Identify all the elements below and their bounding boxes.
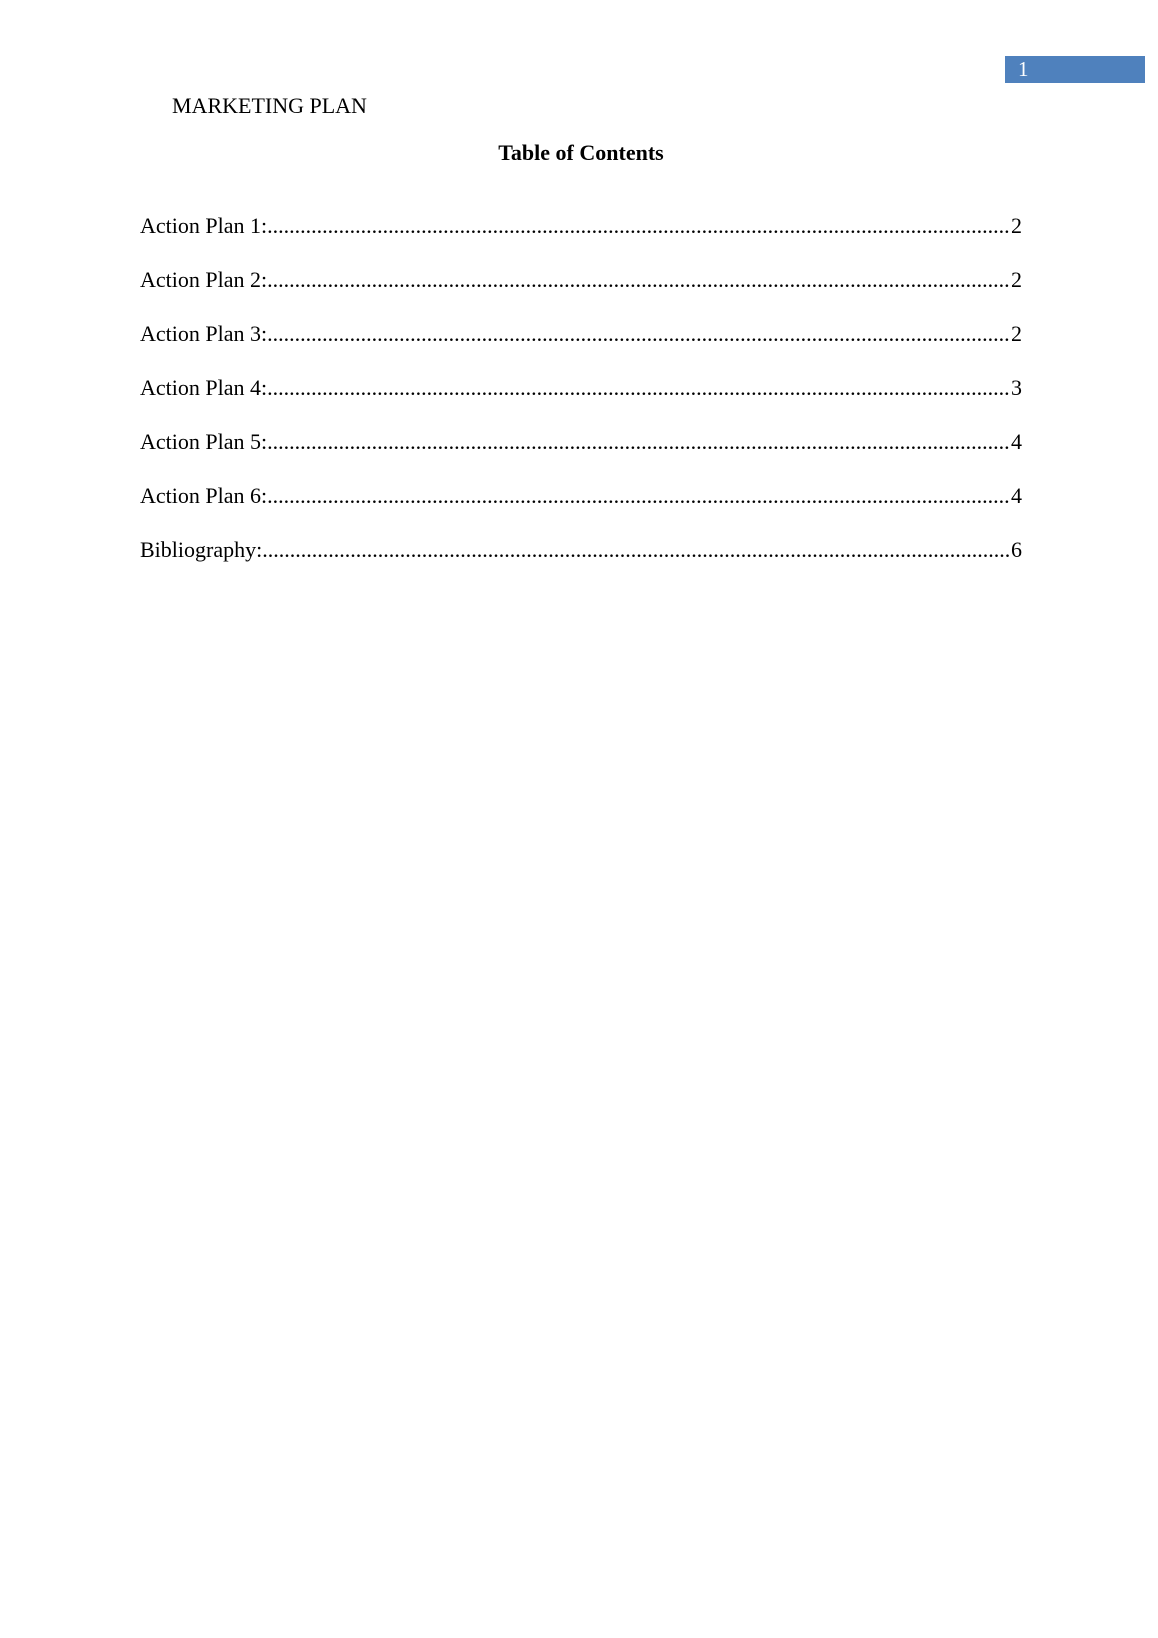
toc-entry-action-plan-4[interactable] [140, 374, 1022, 428]
toc-dot-leader [267, 320, 1011, 348]
toc-dot-leader [267, 428, 1011, 456]
page-number: 1 [1018, 57, 1029, 81]
toc-entry-label: Action Plan 3: [140, 321, 268, 346]
running-head: MARKETING PLAN [172, 93, 367, 118]
toc-entry-action-plan-3[interactable] [140, 320, 1022, 374]
toc-entry-page: 4 [1011, 429, 1022, 454]
toc-entry-label: Bibliography: [140, 537, 263, 562]
toc-entry-label: Action Plan 2: [140, 267, 268, 292]
toc-entry-label: Action Plan 6: [140, 483, 268, 508]
toc-title: Table of Contents [498, 140, 664, 165]
toc-entry-label: Action Plan 4: [140, 375, 268, 400]
toc-entry-bibliography[interactable] [140, 536, 1022, 590]
toc-dot-leader [267, 482, 1011, 510]
toc-dot-leader [267, 374, 1011, 402]
toc-entry-action-plan-2[interactable] [140, 266, 1022, 320]
toc-dot-leader [267, 212, 1011, 240]
page-number-badge [1005, 56, 1145, 83]
toc-entry-page: 2 [1011, 213, 1022, 238]
toc-entry-label: Action Plan 1: [140, 213, 268, 238]
toc-entry-page: 6 [1011, 537, 1022, 562]
toc-dot-leader [262, 536, 1011, 564]
toc-entry-action-plan-1[interactable] [140, 212, 1022, 266]
toc-entry-label: Action Plan 5: [140, 429, 268, 454]
toc-entry-action-plan-6[interactable] [140, 482, 1022, 536]
toc-dot-leader [267, 266, 1011, 294]
table-of-contents [140, 212, 1022, 590]
toc-entry-action-plan-5[interactable] [140, 428, 1022, 482]
toc-entry-page: 2 [1011, 321, 1022, 346]
toc-entry-page: 4 [1011, 483, 1022, 508]
toc-entry-page: 2 [1011, 267, 1022, 292]
toc-entry-page: 3 [1011, 375, 1022, 400]
